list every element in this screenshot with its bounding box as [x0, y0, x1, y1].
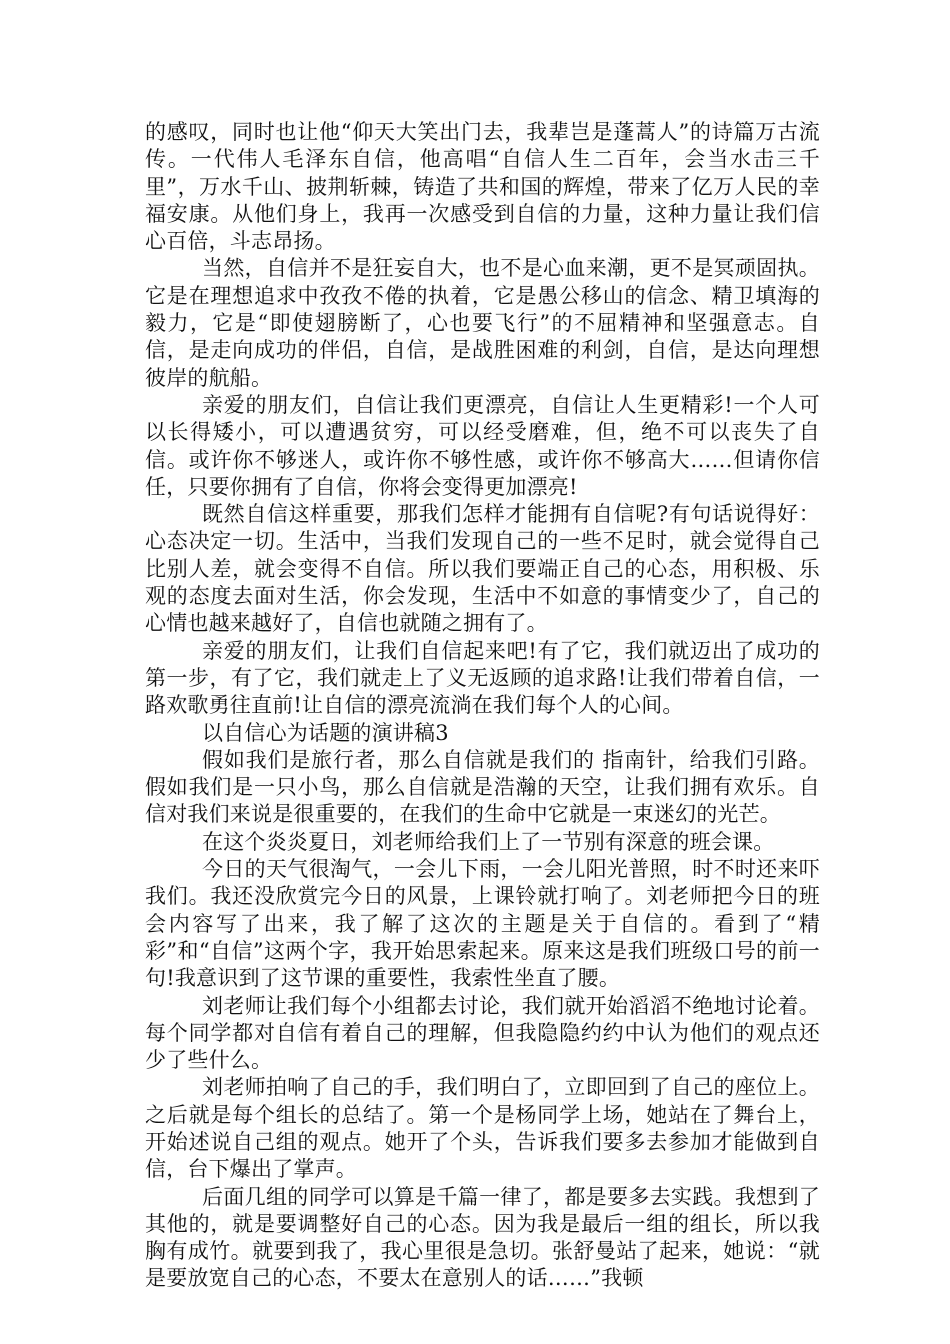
paragraph: 在这个炎炎夏日，刘老师给我们上了一节别有深意的班会课。 [202, 829, 775, 854]
section-heading: 以自信心为话题的演讲稿3 [202, 720, 449, 745]
paragraph: 亲爱的朋友们，自信让我们更漂亮，自信让人生更精彩!一个人可以长得矮小，可以遭遇贫穷，可以经受磨难，但，绝不可以丧失了自信。或许你不够迷人，或许你不够性感，或许你不够高大……但请你信任，只要你拥有了自信，你将会变得更加漂亮! [145, 392, 820, 499]
paragraph: 今日的天气很淘气，一会儿下雨，一会儿阳光普照，时不时还来吓我们。我还没欣赏完今日的风景，上课铃就打响了。刘老师把今日的班会内容写了出来，我了解了这次的主题是关于自信的。看到了“精彩”和“自信”这两个字，我开始思索起来。原来这是我们班级口号的前一句!我意识到了这节课的重要性，我索性坐直了腰。 [145, 857, 820, 991]
paragraph: 的感叹，同时也让他“仰天大笑出门去，我辈岂是蓬蒿人”的诗篇万古流传。一代伟人毛泽东自信，他高唱“自信人生二百年，会当水击三千里”，万水千山、披荆斩棘，铸造了共和国的辉煌，带来了亿万人民的幸福安康。从他们身上，我再一次感受到自信的力量，这种力量让我们信心百倍，斗志昂扬。 [145, 120, 820, 254]
paragraph: 刘老师拍响了自己的手，我们明白了，立即回到了自己的座位上。之后就是每个组长的总结了。第一个是杨同学上场，她站在了舞台上，开始述说自己组的观点。她开了个头，告诉我们要多去参加才能做到自信，台下爆出了掌声。 [145, 1075, 820, 1182]
paragraph: 后面几组的同学可以算是千篇一律了，都是要多去实践。我想到了其他的，就是要调整好自己的心态。因为我是最后一组的组长，所以我胸有成竹。就要到我了，我心里很是急切。张舒曼站了起来，她说：“就是要放宽自己的心态，不要太在意别人的话……”我顿 [145, 1184, 820, 1291]
paragraph: 当然，自信并不是狂妄自大，也不是心血来潮，更不是冥顽固执。它是在理想追求中孜孜不倦的执着，它是愚公移山的信念、精卫填海的毅力，它是“即使翅膀断了，心也要飞行”的不屈精神和坚强意志。自信，是走向成功的伴侣，自信，是战胜困难的利剑，自信，是达向理想彼岸的航船。 [145, 256, 820, 390]
paragraph: 既然自信这样重要，那我们怎样才能拥有自信呢?有句话说得好：心态决定一切。生活中，当我们发现自己的一些不足时，就会觉得自己比别人差，就会变得不自信。所以我们要端正自己的心态，用积极、乐观的态度去面对生活，你会发现，生活中不如意的事情变少了，自己的心情也越来越好了，自信也就随之拥有了。 [145, 502, 820, 636]
paragraph: 亲爱的朋友们，让我们自信起来吧!有了它，我们就迈出了成功的第一步，有了它，我们就走上了义无返顾的追求路!让我们带着自信，一路欢歌勇往直前!让自信的漂亮流淌在我们每个人的心间。 [145, 638, 820, 718]
paragraph: 假如我们是旅行者，那么自信就是我们的 指南针，给我们引路。假如我们是一只小鸟，那么自信就是浩瀚的天空，让我们拥有欢乐。自信对我们来说是很重要的，在我们的生命中它就是一束迷幻的光芒。 [145, 747, 820, 827]
document-body [145, 119, 820, 1293]
paragraph: 刘老师让我们每个小组都去讨论，我们就开始滔滔不绝地讨论着。每个同学都对自信有着自己的理解，但我隐隐约约中认为他们的观点还少了些什么。 [145, 993, 820, 1073]
